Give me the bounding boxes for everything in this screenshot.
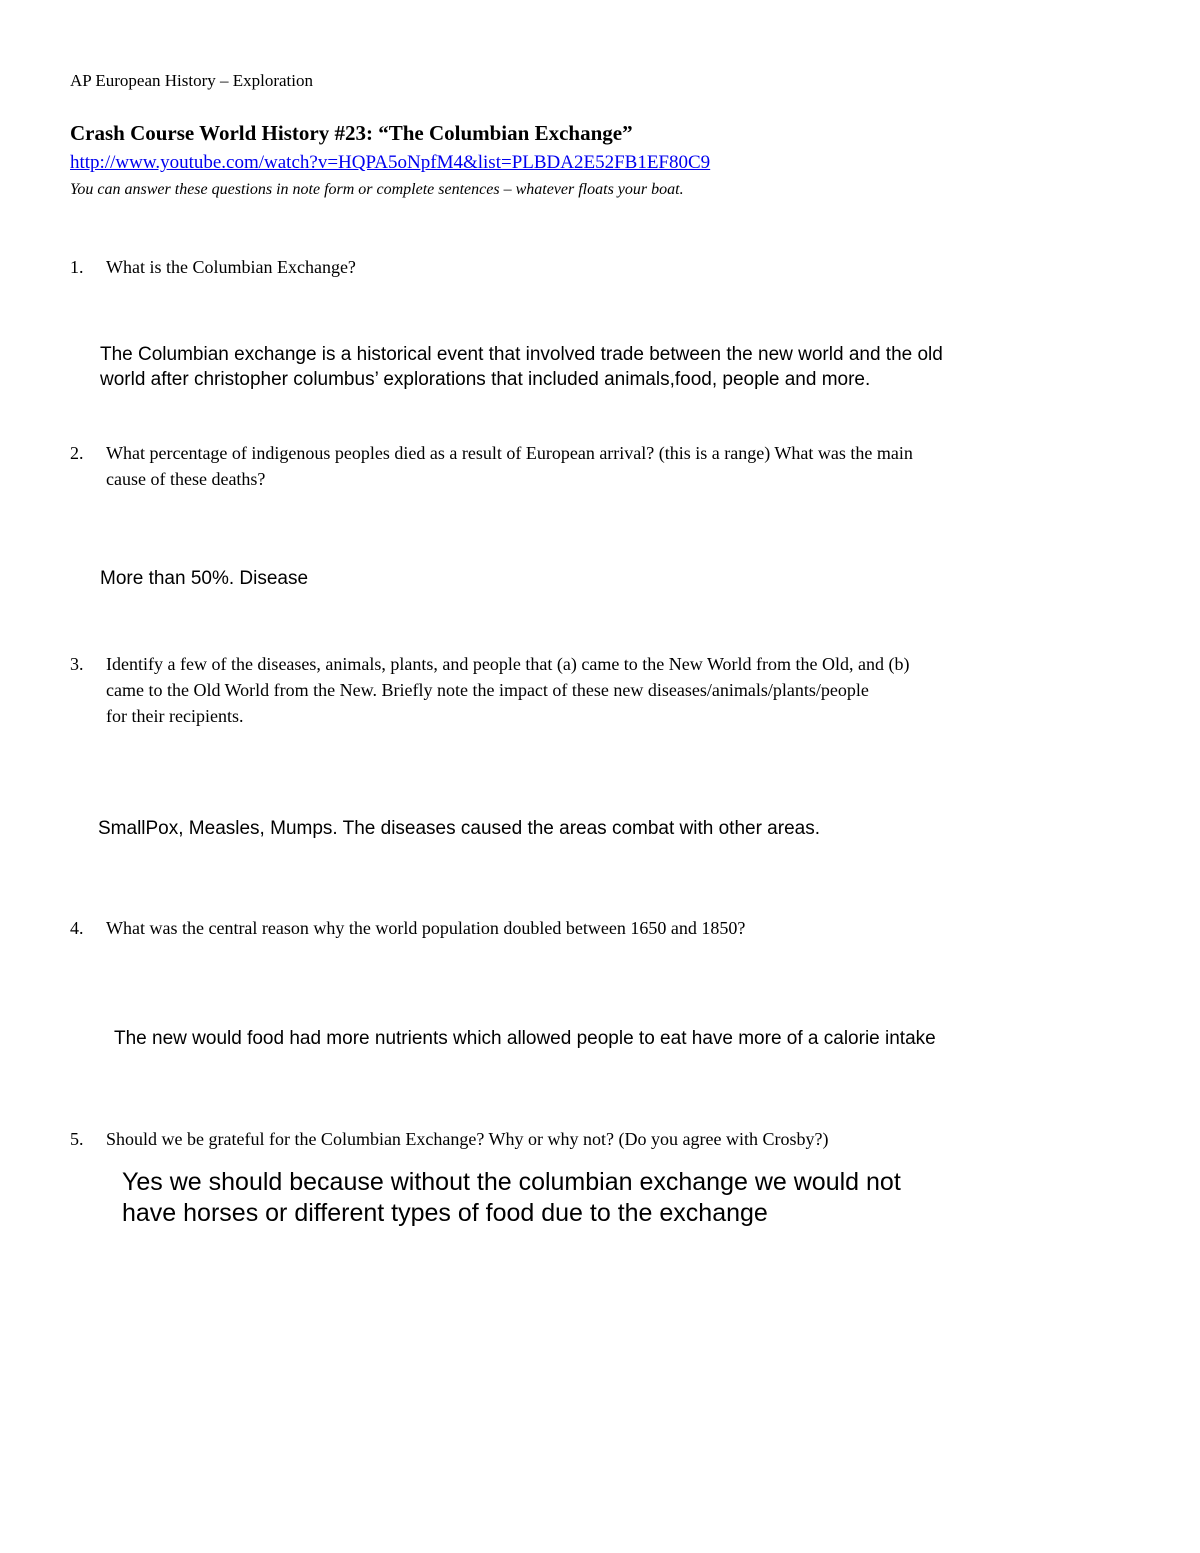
question-1-line-1: What is the Columbian Exchange? <box>106 257 356 277</box>
question-2-text <box>106 440 913 492</box>
instructions-text: You can answer these questions in note form or complete sentences – whatever floats your boat. <box>70 181 684 198</box>
answer-2 <box>100 566 308 591</box>
question-3-number: 3. <box>70 654 84 674</box>
answer-4-line-1: The new would food had more nutrients which allowed people to eat have more of a calorie intake <box>114 1028 936 1049</box>
question-3-line-3: for their recipients. <box>106 706 244 726</box>
answer-5-line-2: have horses or different types of food due to the exchange <box>122 1199 768 1227</box>
question-3-text <box>106 651 909 729</box>
video-link[interactable]: http://www.youtube.com/watch?v=HQPA5oNpfM4&list=PLBDA2E52FB1EF80C9 <box>70 152 711 173</box>
question-4-text <box>106 915 745 941</box>
answer-2-line-1: More than 50%. Disease <box>100 568 309 589</box>
question-5-number: 5. <box>70 1129 84 1149</box>
question-5-line-1: Should we be grateful for the Columbian Exchange? Why or why not? (Do you agree with Crosby?) <box>106 1129 829 1149</box>
question-1-text <box>106 254 356 280</box>
question-3-line-2: came to the Old World from the New. Briefly note the impact of these new diseases/animals/plants/people <box>106 680 869 700</box>
question-2-line-1: What percentage of indigenous peoples died as a result of European arrival? (this is a range) What was the main <box>106 443 913 463</box>
answer-1-line-1: The Columbian exchange is a historical event that involved trade between the new world and the old <box>100 344 943 365</box>
answer-5-line-1: Yes we should because without the columbian exchange we would not <box>122 1168 901 1196</box>
question-1-number: 1. <box>70 257 84 277</box>
answer-3-line-1: SmallPox, Measles, Mumps. The diseases caused the areas combat with other areas. <box>98 818 820 839</box>
answer-3 <box>98 816 820 841</box>
answer-5 <box>122 1167 901 1229</box>
question-3-line-1: Identify a few of the diseases, animals, plants, and people that (a) came to the New World from the Old, and (b) <box>106 654 910 674</box>
question-5-text <box>106 1126 828 1152</box>
question-4-number: 4. <box>70 918 84 938</box>
question-4-line-1: What was the central reason why the world population doubled between 1650 and 1850? <box>106 918 746 938</box>
answer-1-line-2: world after christopher columbus’ explorations that included animals,food, people and more. <box>100 369 871 390</box>
course-label: AP European History – Exploration <box>70 71 313 90</box>
answer-1 <box>100 342 943 392</box>
question-2-line-2: cause of these deaths? <box>106 469 266 489</box>
answer-4 <box>114 1026 936 1051</box>
question-2-number: 2. <box>70 443 84 463</box>
document-title: Crash Course World History #23: “The Columbian Exchange” <box>70 121 633 145</box>
